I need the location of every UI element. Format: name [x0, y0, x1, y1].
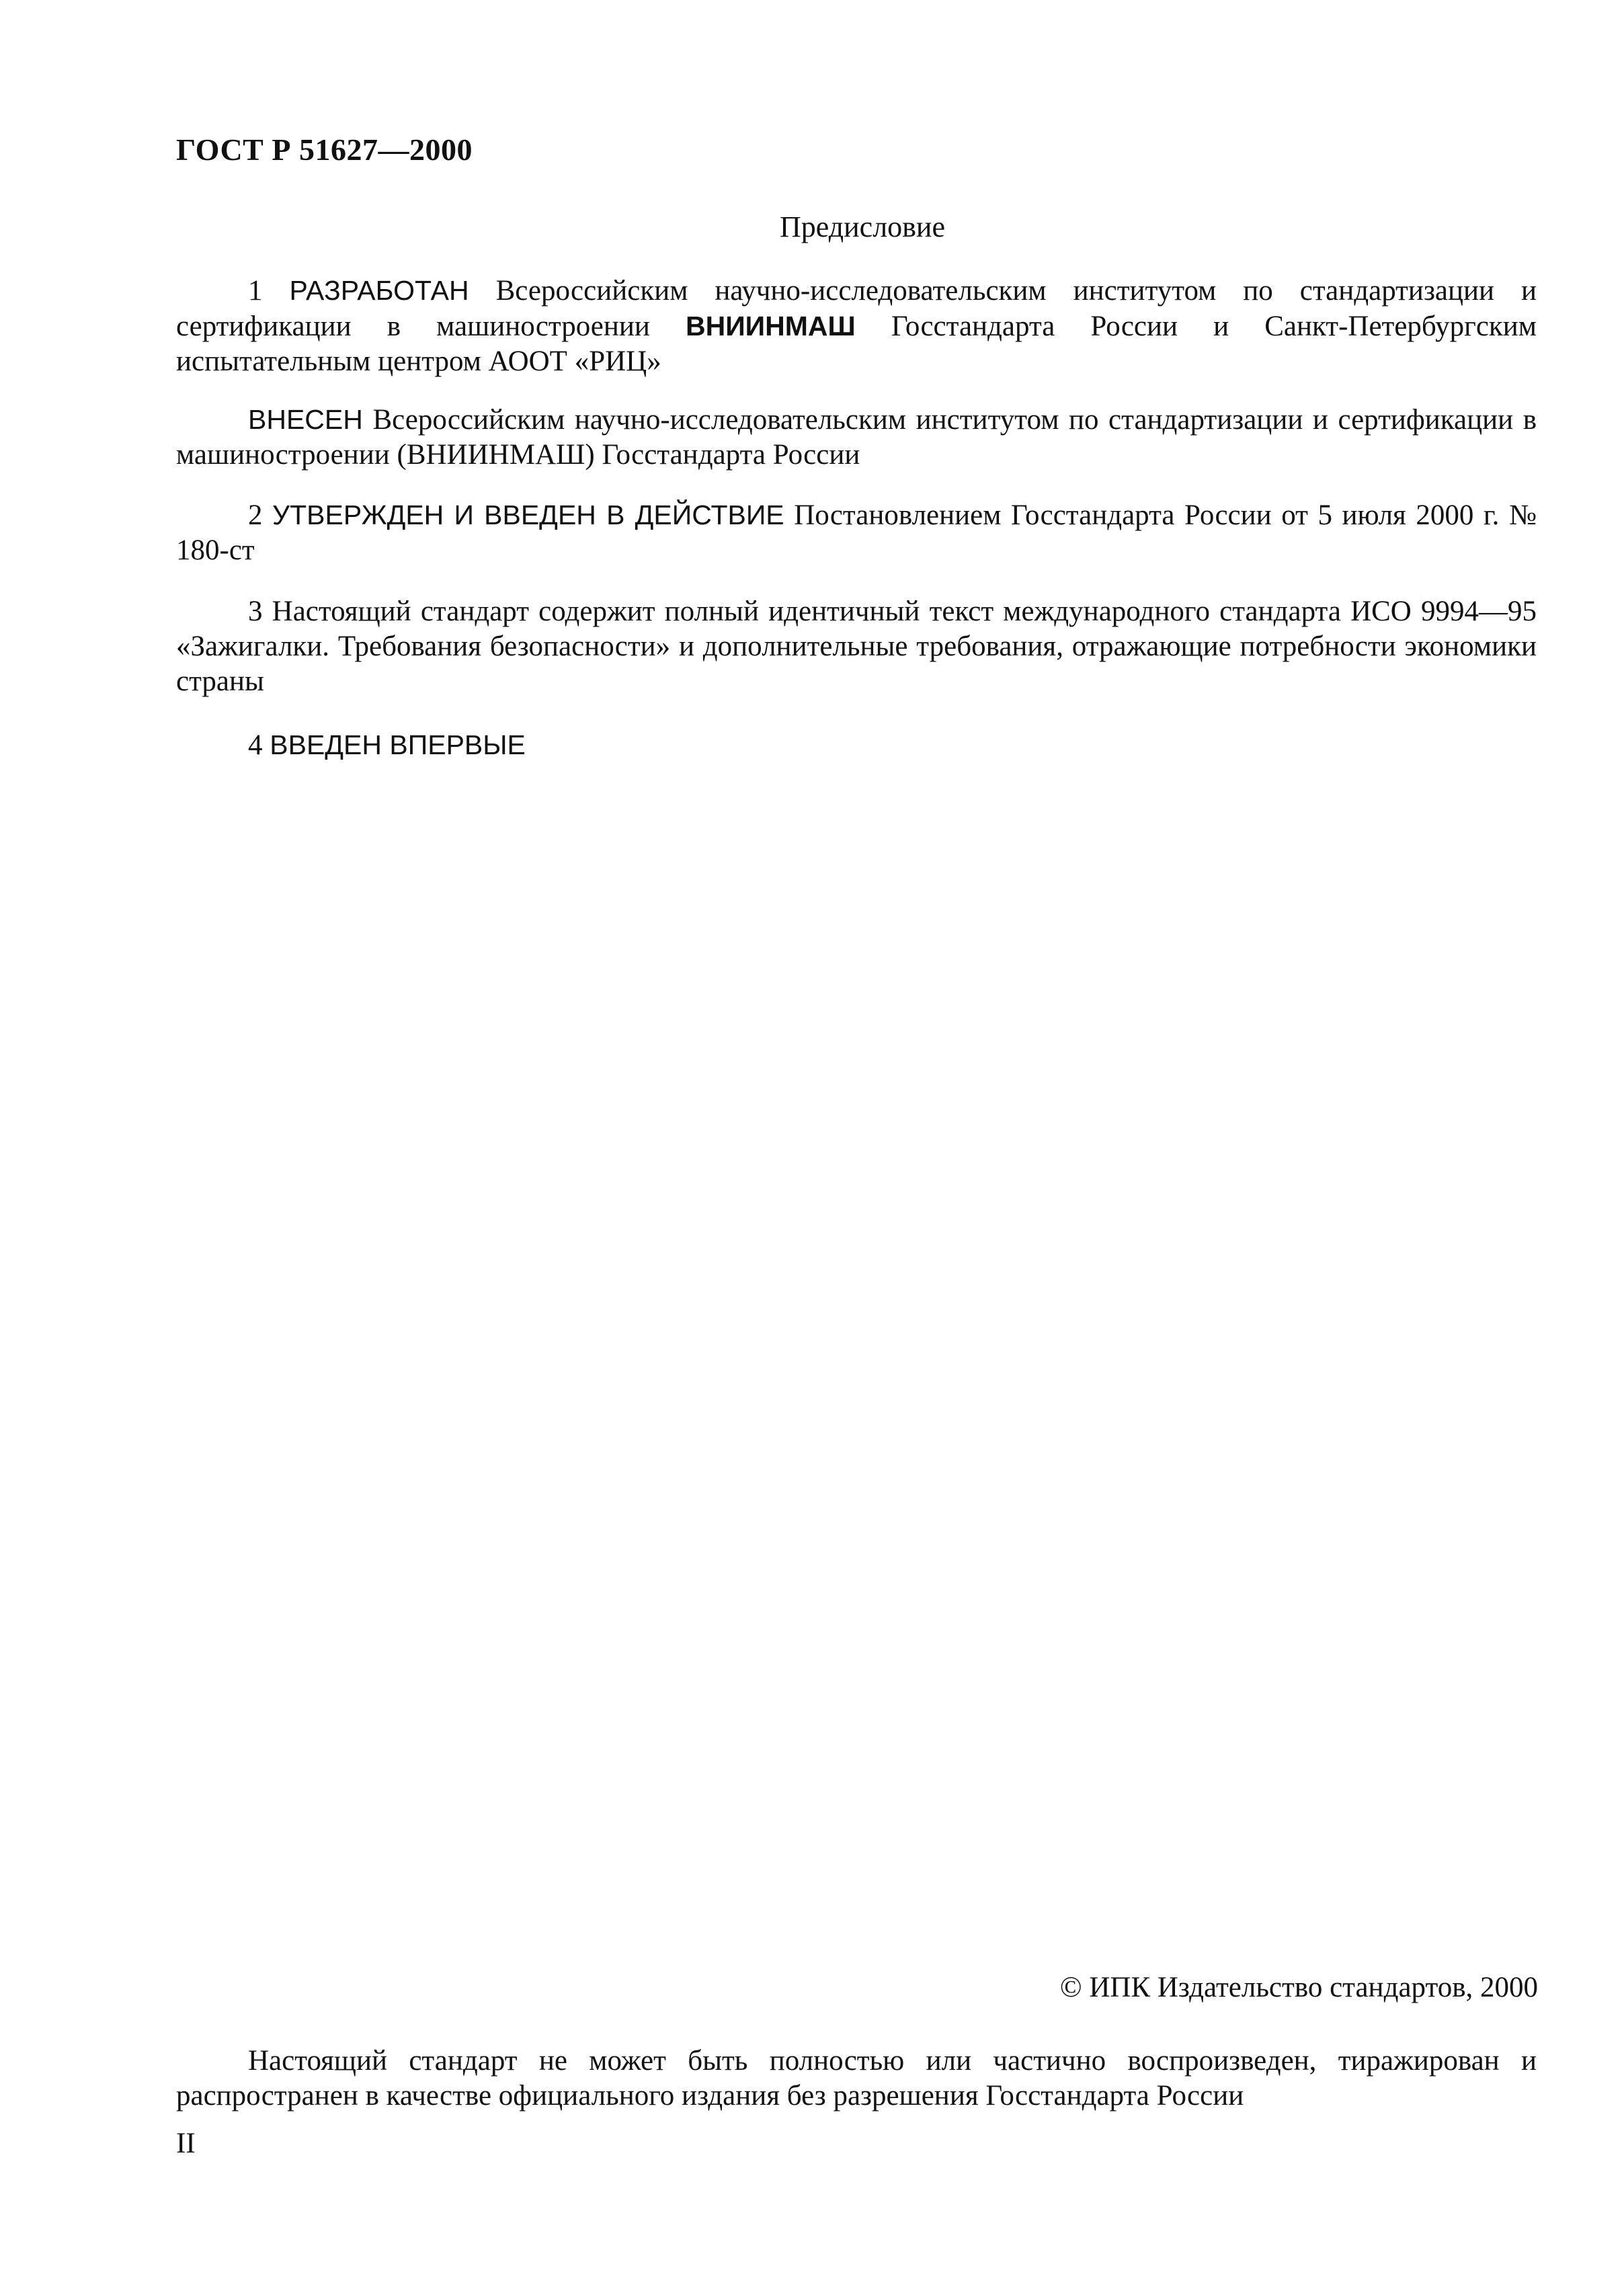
submitted-text: Всероссийским научно-исследовательским институтом по стандартизации и сертификации в машиностроении (ВНИИНМАШ) Госстандарта России	[176, 404, 1537, 471]
content-text: Настоящий стандарт содержит полный идентичный текст международного стандарта ИСО 9994—95 «Зажигалки. Требования безопасности» и дополнительные требования, отражающие потребности экономики страны	[176, 596, 1537, 697]
document-code: ГОСТ Р 51627—2000	[176, 132, 473, 167]
keyword-submitted: ВНЕСЕН	[248, 404, 363, 435]
preface-item-developed	[176, 273, 1537, 379]
developed-text-b: Госстандарта России и Санкт-Петербургским испытательным центром АООТ «РИЦ»	[176, 311, 1537, 377]
item-number: 2	[248, 499, 263, 531]
keyword-first-introduced: ВВЕДЕН ВПЕРВЫЕ	[270, 729, 526, 760]
organization-acronym: ВНИИНМАШ	[685, 311, 856, 341]
preface-item-first-introduced	[176, 727, 1537, 763]
preface-item-approved	[176, 497, 1537, 568]
copyright-notice: © ИПК Издательство стандартов, 2000	[1059, 1972, 1538, 2003]
approved-text: Постановлением Госстандарта России от 5 июля 2000 г. № 180-ст	[176, 499, 1537, 566]
page-number: II	[176, 2128, 196, 2159]
item-number: 4	[248, 729, 263, 761]
preface-item-submitted	[176, 402, 1537, 473]
reproduction-notice: Настоящий стандарт не может быть полностью или частично воспроизведен, тиражирован и распространен в качестве официального издания без разрешения Госстандарта России	[176, 2045, 1537, 2112]
item-number: 3	[248, 596, 263, 627]
preface-title: Предисловие	[780, 210, 945, 243]
preface-item-content	[176, 594, 1537, 699]
keyword-approved: УТВЕРЖДЕН И ВВЕДЕН В ДЕЙСТВИЕ	[272, 499, 784, 530]
keyword-developed: РАЗРАБОТАН	[289, 275, 469, 306]
item-number: 1	[248, 275, 263, 307]
developed-text-a: Всероссийским научно-исследовательским институтом по стандартизации и сертификации в машиностроении	[176, 275, 1537, 342]
